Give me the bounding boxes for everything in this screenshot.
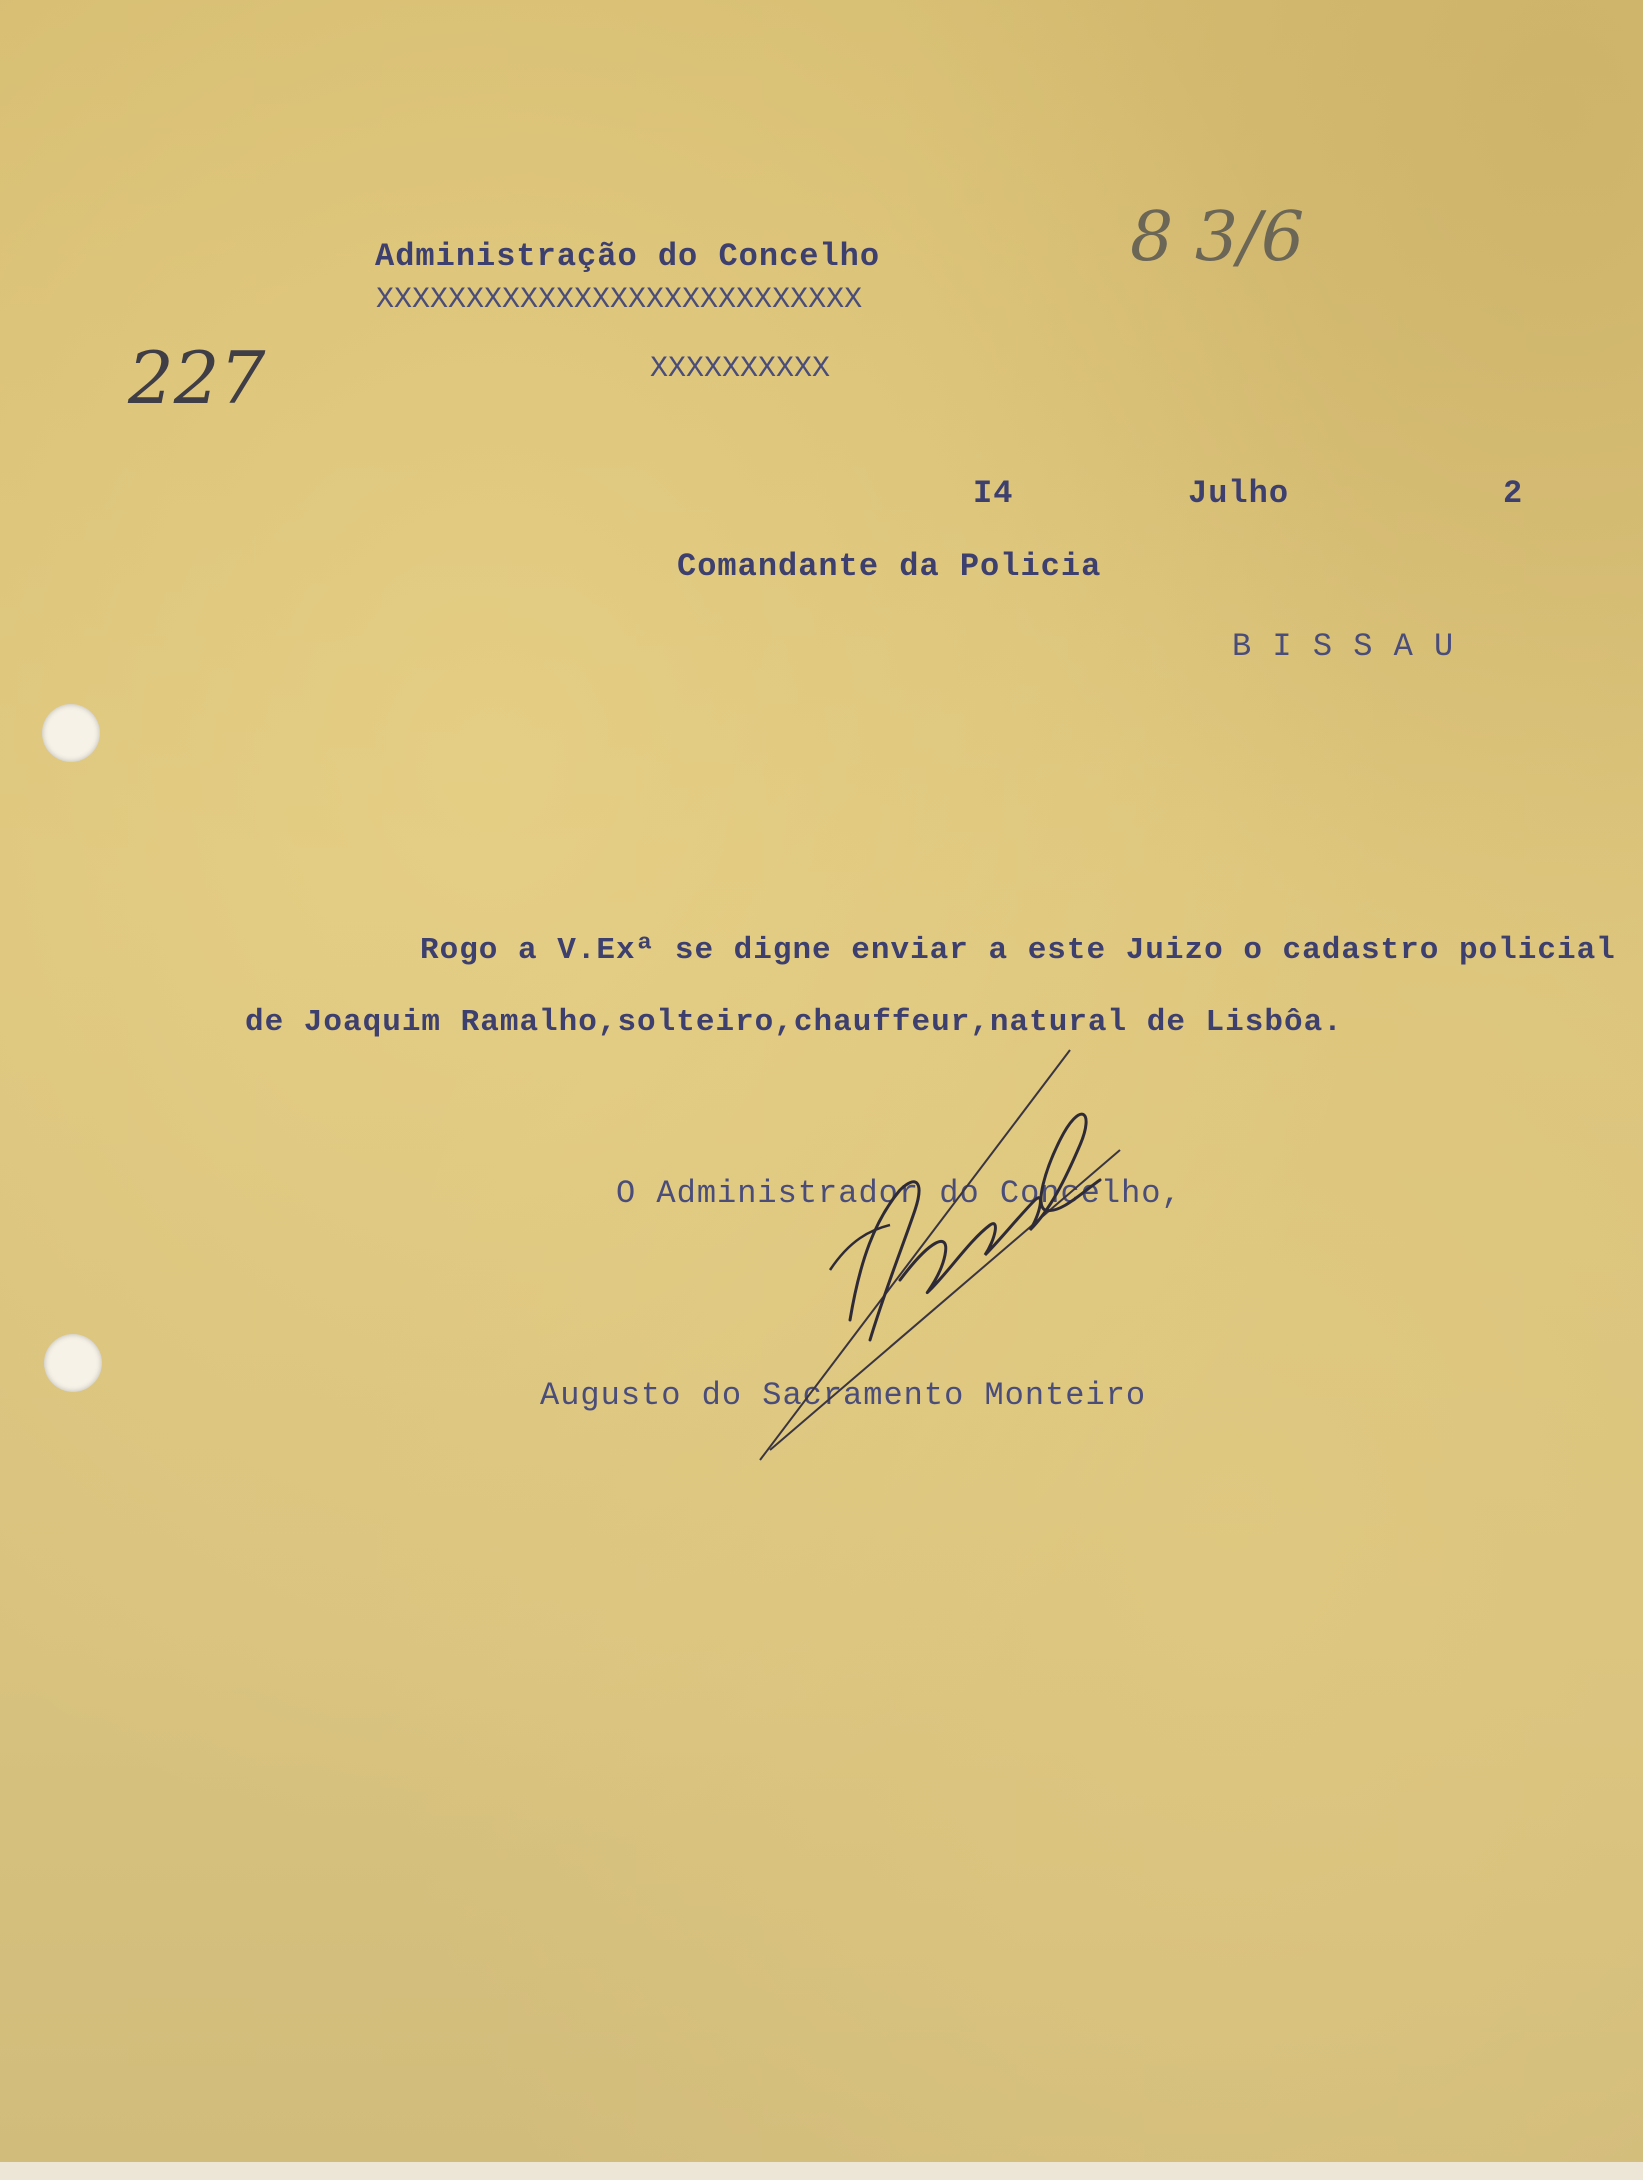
- date-month: Julho: [1188, 475, 1290, 512]
- closing-role: O Administrador do Concelho,: [616, 1175, 1182, 1212]
- date-day: I4: [973, 475, 1014, 512]
- recipient-place: B I S S A U: [1232, 628, 1455, 665]
- body-line-2: de Joaquim Ramalho,solteiro,chauffeur,natural de Lisbôa.: [245, 1005, 1343, 1040]
- punch-hole-top: [42, 704, 100, 762]
- office-heading: Administração do Concelho: [375, 238, 881, 275]
- pencil-reference-number: 8 3/6: [1130, 198, 1305, 277]
- handwritten-page-number: 227: [128, 336, 266, 420]
- struck-out-line-2: XXXXXXXXXX: [650, 352, 831, 386]
- scan-edge: [0, 2162, 1643, 2180]
- date-year: 2: [1503, 475, 1524, 512]
- struck-out-line-1: XXXXXXXXXXXXXXXXXXXXXXXXXXX: [376, 283, 863, 317]
- body-line-1: Rogo a V.Exª se digne enviar a este Juizo o cadastro policial: [420, 933, 1616, 968]
- recipient-title: Comandante da Policia: [677, 548, 1102, 585]
- handwritten-signature: [700, 1040, 1140, 1470]
- closing-name: Augusto do Sacramento Monteiro: [540, 1377, 1147, 1414]
- punch-hole-bottom: [44, 1334, 102, 1392]
